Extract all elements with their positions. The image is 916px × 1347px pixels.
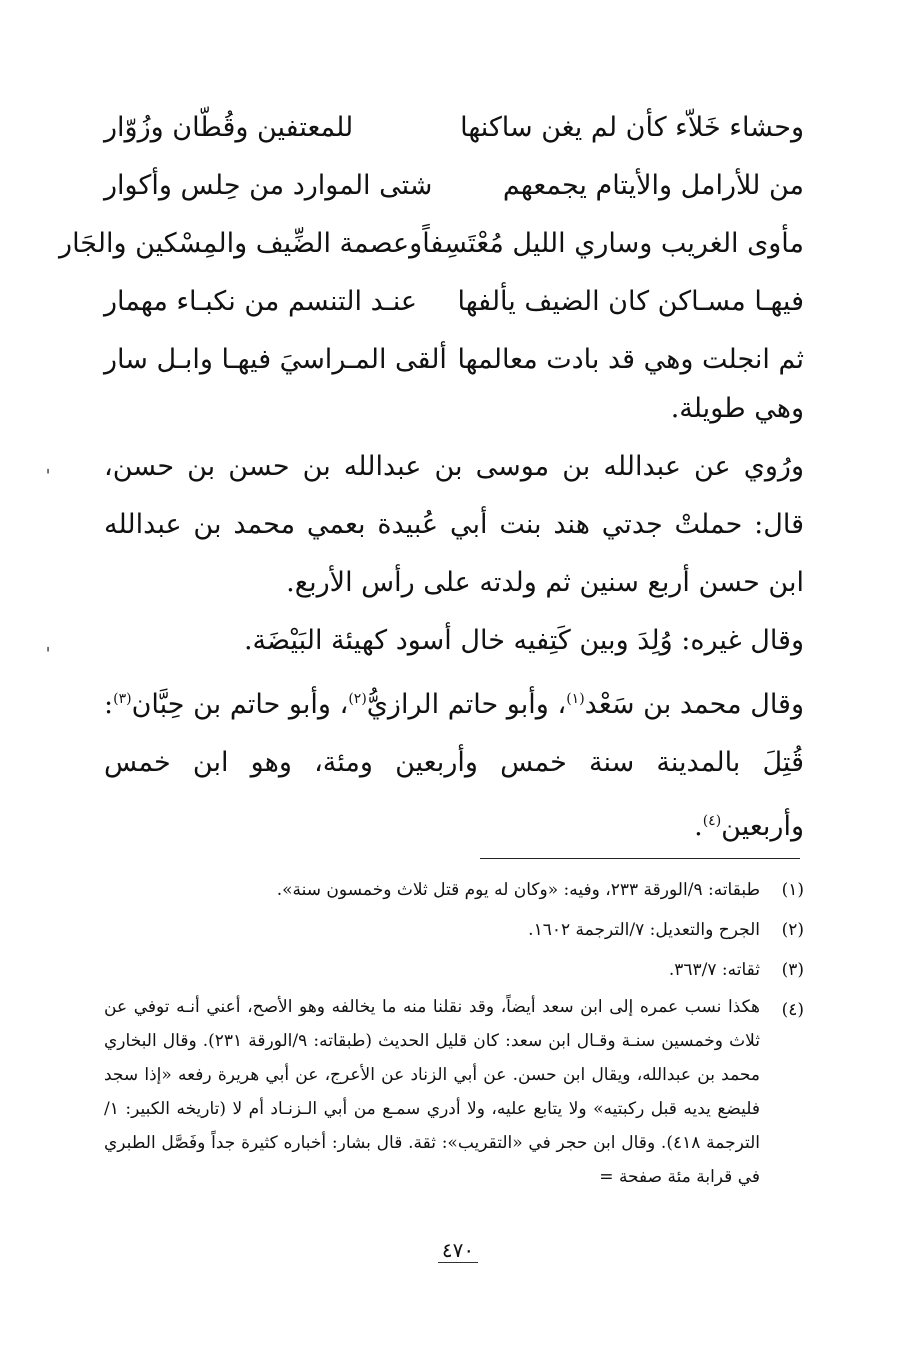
poem-tail-text: وهي طويلة. <box>670 393 804 424</box>
verse-line <box>104 156 804 214</box>
footnote-separator <box>480 858 800 859</box>
footnote-text: ثقاته: ٣٦٣/٧. <box>668 960 760 980</box>
verse-second-hemistich: شتى الموارد من حِلس وأكوار <box>104 169 433 201</box>
page-number <box>0 1238 916 1262</box>
verse-second-hemistich: ألقى المـراسيَ فيهـا وابـل سار <box>104 343 447 375</box>
verse-first-hemistich: وحشاء خَلاّء كأن لم يغن ساكنها <box>460 111 804 143</box>
footnote-ref: (٢) <box>348 691 367 707</box>
paragraph-text: . <box>694 811 703 842</box>
birthmark-paragraph: وقال غيره: وُلِدَ وبين كَتِفيه خال أسود كهيئة البَيْضَة. <box>243 625 804 656</box>
verse-second-hemistich: للمعتفين وقُطّان وزُوّار <box>104 111 354 143</box>
footnotes <box>104 870 804 1194</box>
verse-first-hemistich: من للأرامل والأيتام يجمعهم <box>502 169 804 201</box>
poem-block <box>59 98 804 388</box>
paragraph-text: ، وأبو حاتم بن حِبَّان <box>131 689 349 720</box>
footnote-text: طبقاته: ٩/الورقة ٢٣٣، وفيه: «وكان له يوم قتل ثلاث وخمسون سنة». <box>276 880 760 900</box>
footnote-number: (٢) <box>781 920 804 940</box>
footnote-ref: (٤) <box>702 813 722 829</box>
footnote <box>104 950 804 990</box>
verse-first-hemistich: فيهـا مسـاكن كان الضيف يألفها <box>457 285 804 317</box>
margin-mark: ˌ <box>45 630 51 654</box>
page-number-text: ٤٧٠ <box>438 1238 478 1263</box>
verse-line <box>59 214 804 272</box>
footnote <box>104 910 804 950</box>
paragraph-text: وقال محمد بن سَعْد <box>584 689 804 720</box>
verse-line <box>104 272 804 330</box>
death-paragraph <box>104 670 804 856</box>
verse-first-hemistich: مأوى الغريب وساري الليل مُعْتَسِفاً <box>422 227 804 259</box>
footnote-text: هكذا نسب عمره إلى ابن سعد أيضاً، وقد نقلنا منه ما يخالفه وهو الأصح، أعني أنـه توفي عن ثلاث وخمسين سنـة وقـال ابن سعد: كان قليل الحديث (طبقاته: ٩/الورقة ٢٣١). وقال البخاري محمد بن عبدالله، ويقال ابن حسن. عن أبي الزناد عن الأعرج، عن أبي هريرة رفعه «إذا سجد فليضع يديه قبل ركبتيه» ولا يتابع عليه، ولا أدري سمـع من أبي الـزنـاد أم لا (تاريخه الكبير: ١/الترجمة ٤١٨). وقال ابن حجر في «التقريب»: ثقة. قال بشار: أخباره كثيرة جداً وفَصَّل الطبري في قرابة مئة صفحة = <box>104 997 760 1187</box>
footnote <box>104 990 804 1194</box>
footnote-text: الجرح والتعديل: ٧/الترجمة ١٦٠٢. <box>528 920 760 940</box>
footnote <box>104 870 804 910</box>
verse-second-hemistich: وعصمة الضِّيف والمِسْكين والجَار <box>59 227 423 259</box>
margin-mark: ˌ <box>45 452 51 476</box>
verse-first-hemistich: ثم انجلت وهي قد بادت معالمها <box>457 343 804 375</box>
narration-paragraph: ورُوي عن عبدالله بن موسى بن عبدالله بن حسن بن حسن، قال: حملتْ جدتي هند بنت أبي عُبيدة بعمي محمد بن عبدالله ابن حسن أربع سنين ثم ولدته على رأس الأربع. <box>104 451 804 598</box>
footnote-number: (٣) <box>781 960 804 980</box>
footnote-ref: (٣) <box>113 691 132 707</box>
paragraph-text: : قُتِلَ بالمدينة سنة خمس وأربعين ومئة، وهو ابن خمس وأربعين <box>104 689 804 842</box>
footnote-ref: (١) <box>566 691 585 707</box>
footnote-number: (٤) <box>781 1000 804 1020</box>
verse-second-hemistich: عنـد التنسم من نكبـاء مهمار <box>104 285 417 317</box>
paragraph-text: ، وأبو حاتم الرازيُّ <box>366 689 567 720</box>
verse-line <box>104 98 804 156</box>
footnote-number: (١) <box>781 880 804 900</box>
